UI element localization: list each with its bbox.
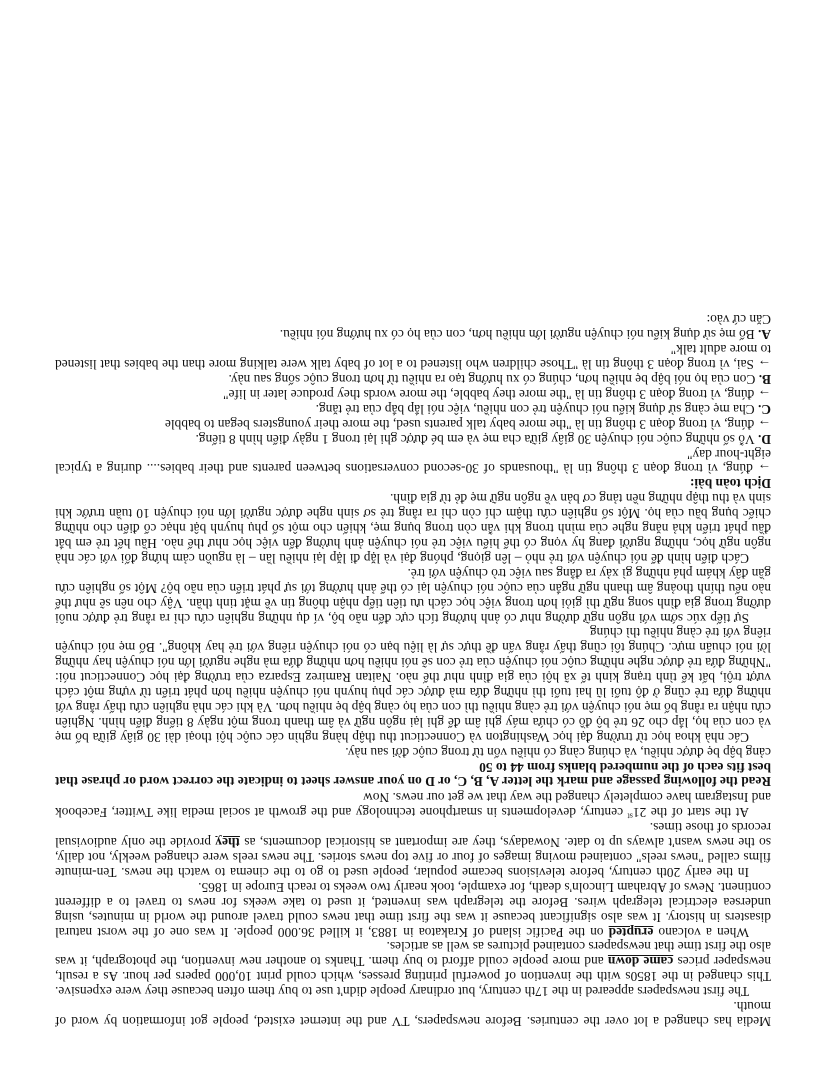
- translation-paragraph-1: Cách điển hình để nói chuyện với trẻ nhỏ – lên giọng, phóng đại và lặp đi lặp lại nhiều lần – là nguồn cảm hứng đối với các nhà ngôn ngữ học, những người đang hy vọng có thể hiểu việc trẻ nói chuyện ảnh hưởng đến việc học như thế nào. Hầu hết trẻ em bắt đầu phát triển khả năng nghe của mình trong khi vẫn còn trong bụng mẹ, khiến cho một số phụ huynh bật nhạc cổ điển cho những chiếc bụng bầu của họ. Một số nghiên cứu thậm chí còn chỉ ra rằng trẻ sơ sinh nghe được người lớn nói chuyện 10 tuần trước khi sinh và thu thập những nền tảng cơ bản về ngôn ngữ mẹ đẻ từ gia đình.: [55, 491, 771, 566]
- passage-paragraph-3: In the early 20th century, before televisions became popular, people used to go to the cinema to watch the news. Ten-minute films called "news reels" contained moving images of four or five top news stories. The news reels were changed weekly, not daily, so the news wasn't always up to date. Nowadays, they are important as historical documents, as they provide the only audiovisual records of those times.: [55, 820, 771, 880]
- option-b-evidence: → đúng, vì trong đoạn 3 thông tin là "the more they babble, the more words they produce later in life": [223, 386, 771, 402]
- underlined-word-erupted: erupted: [608, 924, 654, 940]
- option-b: B. Con của họ nói bập bẹ nhiều hơn, chúng có xu hướng tạo ra nhiều từ hơn trong cuộc sống sau này.: [228, 372, 771, 388]
- passage-paragraph-1: The first newspapers appeared in the 17th century, but ordinary people didn't use to buy them often because they were expensive. This changed in the 1850s with the invention of powerful printing presses, which could print 10,000 papers per hour. As a result, newspaper prices came down and more people could afford to buy them. Thanks to another new invention, the photograph, it was also the first time that newspapers contained pictures as well as articles.: [55, 939, 771, 1000]
- underlined-word-they: they: [215, 835, 240, 851]
- option-d: D. Vỗ số những cuộc nói chuyện 30 giây giữa cha mẹ và em bé được ghi lại trong 1 ngày điển hình 8 tiếng.: [195, 431, 771, 447]
- translation-tail: cảng bập bẹ được nhiều, và chúng càng có nhiều vốn từ trong cuộc đời sau này.: [345, 744, 771, 760]
- option-a-evidence: → Sai, vì trong đoạn 3 thông tin là "Those children who listened to a lot of baby talk were talking more than the babies that listened to more adult talk": [55, 342, 771, 373]
- option-a: A. Bố mẹ sử dụng kiểu nói chuyện người lớn nhiều hơn, con của họ có xu hướng nói nhiều.: [279, 327, 771, 343]
- passage-paragraph-5: Media has changed a lot over the centuries. Before newspapers, TV and the internet existed, people got information by word of mouth.: [55, 999, 771, 1029]
- passage-paragraph-4: At the start of the 21st century, developments in smartphone technology and the growth at social media like Twitter, Facebook and Instagram have completely changed the way that we get our news. Now: [55, 790, 771, 821]
- reading-instruction: Read the following passage and mark the letter A, B, C, or D on your answer sheet to indicate the correct word or phrase that best fits each of the numbered blanks from 44 to 50: [55, 759, 771, 790]
- option-d-evidence: → đúng, vì trong đoạn 3 thông tin là "thousands of 30-second conversations between parents and their babies.... during a typical eight-hour day": [55, 446, 771, 477]
- underlined-word-came-down: came down: [607, 954, 674, 970]
- passage-paragraph-2: When a volcano erupted on the Pacific island of Krakatoa in 1883, it killed 36.000 people. It was one of the worst natural disasters in history. It was also significant because it was the first time that news could travel around the world in minutes, using undersea electrical telegraph wires. Before the telegraph was invented, it used to take weeks for news to travel to a different continent. News of Abraham Lincoln's death, for example, took nearly two weeks to reach Europe in 1865.: [55, 879, 771, 940]
- translation-paragraph-2: Sự tiếp xúc sớm với ngôn ngữ dường như có ảnh hưởng tích cực đến não bộ, ví dụ những nghiên cứu chỉ ra rằng trẻ được nuôi dưỡng trong gia đình song ngữ thì giỏi hơn trong việc học cách ưu tiên tiếp nhận thông tin về mặt tinh thần. Vậy cho nên sẽ như thế nào nếu thính thoảng âm thanh ngữ ngắn của cuộc nói chuyện lại có thể ảnh hưởng tới sự phát triển của não bộ? Một số nghiên cứu gần đây khám phá những gì xảy ra đằng sau việc trò chuyện với trẻ.: [55, 565, 771, 626]
- translation-paragraph-3: Các nhà khoa học từ trường đại học Washington và Connecticut thu thập hàng nghìn các cuộc hội thoại dài 30 giây giữa bố mẹ và con của họ, lắp cho 26 trẻ bộ đồ có chứa máy ghi âm để ghi lại ngôn ngữ và âm thanh trong một ngày 8 tiếng điển hình. Nghiên cứu nhận ra rằng bố mẹ nói chuyện với trẻ càng nhiều thì con của họ càng bập bẹ nhiều hơn. Và khi các nhà nghiên cứu thấy rằng với những đứa trẻ cũng ở độ tuổi lũ hai tuổi thì những đứa mà được các phụ huynh nói chuyện nhiều hơn phát triển từ vựng một cách vượt trội, bất kể tình trạng kinh tế xã hội của gia đình như thế nào. Naitan Ramirez Esparza của trường đại học Connecticut nói: "Những đứa trẻ được nghe những cuộc nói chuyện của trẻ con sẽ nói nhiều hơn những đứa mà nghe người lớn nói chuyện hay những lời nói chuẩn mực. Chúng tôi cũng thấy rằng vấn đề thực sự là liệu bạn có nói chuyện riêng với trẻ hay không". Bố mẹ nói chuyện riêng với trẻ càng nhiều thì chúng: [55, 625, 771, 745]
- option-c: C. Cha mẹ càng sử dụng kiểu nói chuyện trẻ con nhiều, việc nói lắp bắp của trẻ tăng.: [315, 401, 771, 417]
- document-body: [55, 312, 771, 1029]
- translation-heading: Dịch toàn bài:: [689, 476, 771, 492]
- can-cu-label: Căn cứ vào:: [706, 312, 771, 328]
- option-c-evidence: → đúng, vì trong đoạn 3 thông tin là "the more baby talk parents used, the more their youngsters began to babble: [164, 416, 771, 432]
